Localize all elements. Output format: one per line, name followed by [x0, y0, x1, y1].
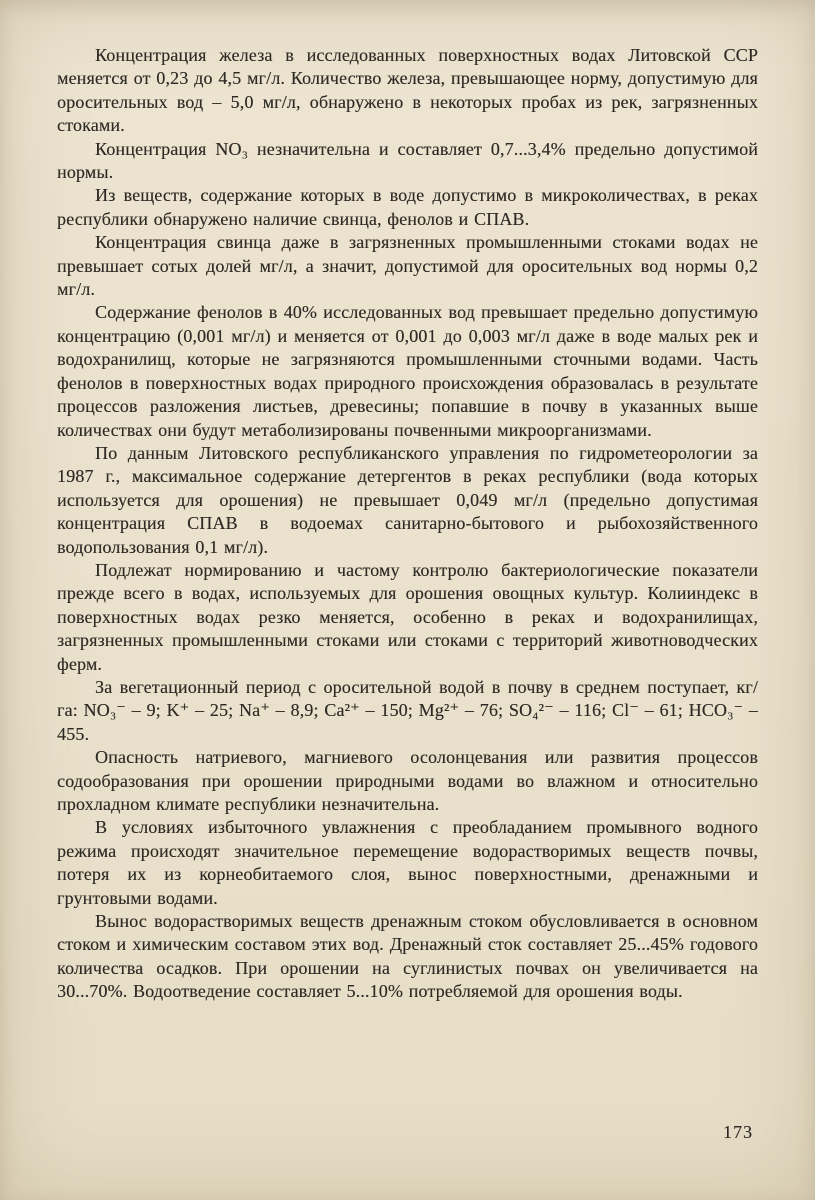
- text-content: [57, 44, 758, 1116]
- paragraph: Подлежат нормированию и частому контролю бактериологические показатели прежде всего в водах, используемых для орошения овощных культур. Колииндекс в поверхностных водах резко меняется, особенно в реках и водохранилищах, загрязненных промышленными стоками или стоками с территорий животноводческих ферм.: [57, 559, 758, 674]
- paragraph: Содержание фенолов в 40% исследованных вод превышает предельно допустимую концентрацию (0,001 мг/л) и меняется от 0,001 до 0,003 мг/л даже в воде малых рек и водохранилищ, которые не загрязняются промышленными сточными водами. Часть фенолов в поверхностных водах природного происхождения образовалась в результате процессов разложения листьев, древесины; попавшие в почву в указанных выше количествах они будут метаболизированы почвенными микроорганизмами.: [57, 302, 758, 440]
- paragraph: За вегетационный период с оросительной водой в почву в среднем поступает, кг/га: NO₃⁻ – 9; K⁺ – 25; Na⁺ – 8,9; Ca²⁺ – 150; Mg²⁺ – 76; SO₄²⁻ – 116; Cl⁻ – 61; HCO₃⁻ – 455.: [57, 676, 758, 744]
- paragraph: Концентрация железа в исследованных поверхностных водах Литовской ССР меняется от 0,23 до 4,5 мг/л. Количество железа, превышающее норму, допустимую для оросительных вод – 5,0 мг/л, обнаружено в некоторых пробах из рек, загрязненных стоками.: [57, 45, 758, 136]
- paragraph: Вынос водорастворимых веществ дренажным стоком обусловливается в основном стоком и химическим составом этих вод. Дренажный сток составляет 25...45% годового количества осадков. При орошении на суглинистых почвах он увеличивается на 30...70%. Водоотведение составляет 5...10% потребляемой для орошения воды.: [57, 911, 758, 1002]
- paragraph: Из веществ, содержание которых в воде допустимо в микроколичествах, в реках республики обнаружено наличие свинца, фенолов и СПАВ.: [57, 185, 758, 229]
- page-number: 173: [723, 1122, 753, 1142]
- paragraph: Концентрация свинца даже в загрязненных промышленными стоками водах не превышает сотых долей мг/л, а значит, допустимой для оросительных вод нормы 0,2 мг/л.: [57, 232, 758, 300]
- paragraph: В условиях избыточного увлажнения с преобладанием промывного водного режима происходят значительное перемещение водорастворимых веществ почвы, потеря их из корнеобитаемого слоя, вынос поверхностными, дренажными и грунтовыми водами.: [57, 817, 758, 908]
- paragraph: По данным Литовского республиканского управления по гидрометеорологии за 1987 г., максимальное содержание детергентов в реках республики (вода которых используется для орошения) не превышает 0,049 мг/л (предельно допустимая концентрация СПАВ в водоемах санитарно-бытового и рыбохозяйственного водопользования 0,1 мг/л).: [57, 442, 758, 557]
- paragraph: Опасность натриевого, магниевого осолонцевания или развития процессов содообразования при орошении природными водами во влажном и относительно прохладном климате республики незначительна.: [57, 747, 758, 814]
- paragraph: Концентрация NO₃ незначительна и составляет 0,7...3,4% предельно допустимой нормы.: [57, 138, 758, 183]
